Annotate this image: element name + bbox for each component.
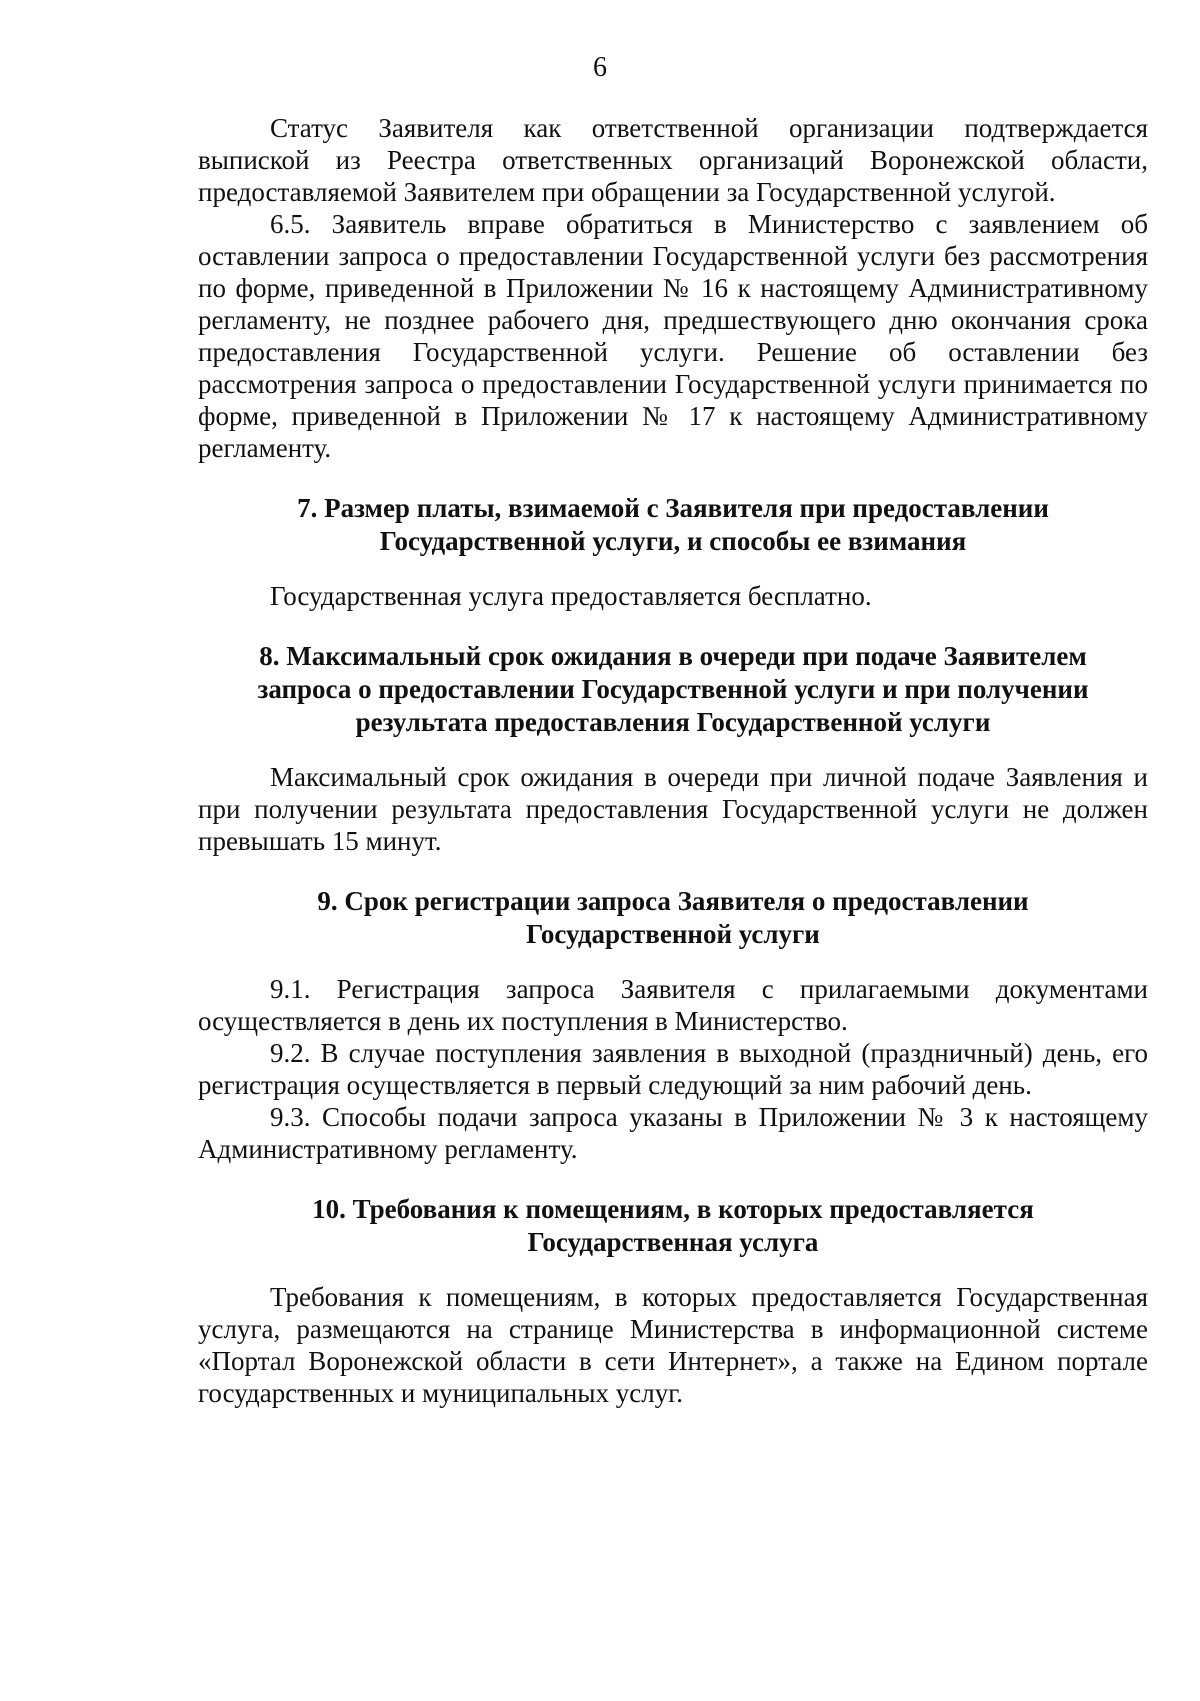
paragraph-9-1: 9.1. Регистрация запроса Заявителя с прилагаемыми документами осуществляется в день их поступления в Министерство.	[198, 974, 1148, 1036]
section-7	[198, 464, 1148, 612]
paragraph-9-3: 9.3. Способы подачи запроса указаны в Приложении № 3 к настоящему Административному регламенту.	[198, 1102, 1148, 1164]
paragraph-6-5: 6.5. Заявитель вправе обратиться в Министерство с заявлением об оставлении запроса о предоставлении Государственной услуги без рассмотрения по форме, приведенной в Приложении № 16 к настоящему Административному регламенту, не позднее рабочего дня, предшествующего дню окончания срока предоставления Государственной услуги. Решение об оставлении без рассмотрения запроса о предоставлении Государственной услуги принимается по форме, приведенной в Приложении № 17 к настоящему Административному регламенту.	[198, 209, 1148, 463]
section-6-continuation	[198, 112, 1148, 464]
section-heading-9: 9. Срок регистрации запроса Заявителя о предоставлении Государственной услуги	[317, 886, 1029, 949]
section-8	[198, 612, 1148, 857]
paragraph-9-2: 9.2. В случае поступления заявления в выходной (праздничный) день, его регистрация осуществляется в первый следующий за ним рабочий день.	[198, 1038, 1148, 1100]
section-heading-8: 8. Максимальный срок ожидания в очереди при подаче Заявителем запроса о предоставлении Государственной услуги и при получении результата предоставления Государственной услуги	[257, 641, 1089, 737]
paragraph-8: Максимальный срок ожидания в очереди при личной подаче Заявления и при получении результата предоставления Государственной услуги не должен превышать 15 минут.	[198, 762, 1148, 856]
page-number: 6	[593, 52, 607, 83]
paragraph-status: Статус Заявителя как ответственной организации подтверждается выпиской из Реестра ответственных организаций Воронежской области, предоставляемой Заявителем при обращении за Государственной услугой.	[198, 113, 1148, 207]
paragraph-7: Государственная услуга предоставляется бесплатно.	[270, 581, 872, 611]
paragraph-10: Требования к помещениям, в которых предоставляется Государственная услуга, размещаются на странице Министерства в информационной системе «Портал Воронежской области в сети Интернет», а также на Едином портале государственных и муниципальных услуг.	[198, 1282, 1148, 1408]
document-body	[198, 112, 1148, 1409]
section-heading-10: 10. Требования к помещениям, в которых предоставляется Государственная услуга	[312, 1194, 1034, 1257]
section-heading-7: 7. Размер платы, взимаемой с Заявителя при предоставлении Государственной услуги, и способы ее взимания	[297, 493, 1049, 556]
section-10	[198, 1165, 1148, 1409]
section-9	[198, 857, 1148, 1165]
